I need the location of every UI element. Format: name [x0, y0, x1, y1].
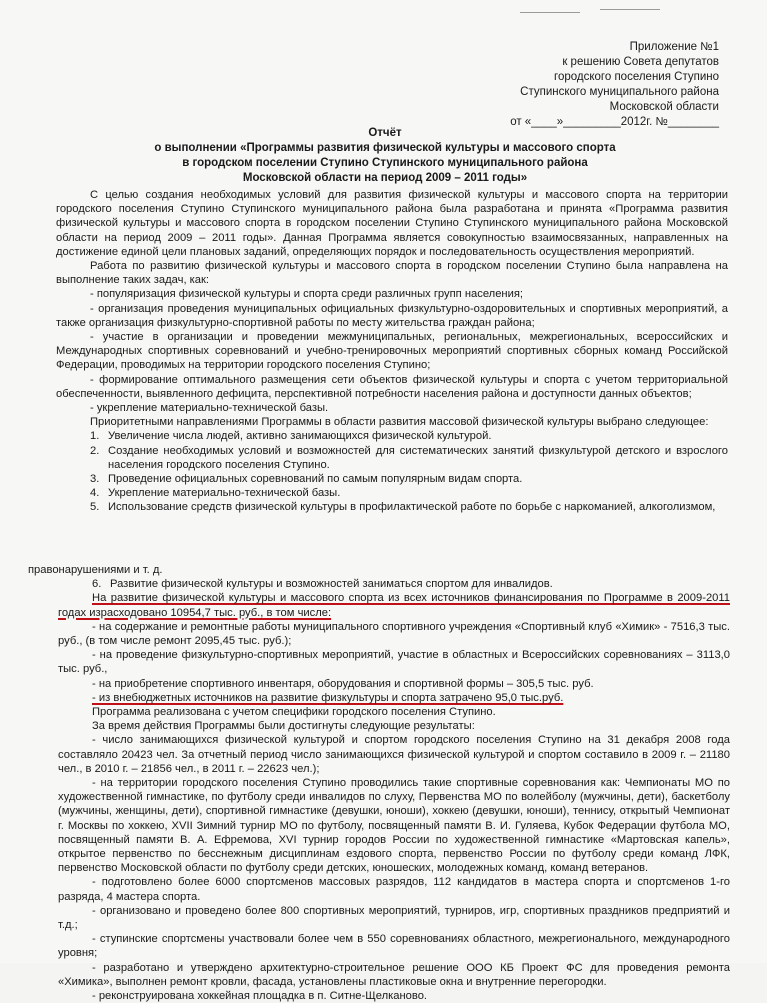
list-item [56, 444, 728, 472]
list-item: - на содержание и ремонтные работы муниципального спортивного учреждения «Спортивный клуб «Химик» - 7516,3 тыс. руб., (в том числе ремонт 2095,45 тыс. руб.); [58, 620, 730, 648]
funding-highlight: На развитие физической культуры и массового спорта из всех источников финансирования по Программе в 2009-2011 годах израсходовано 10954,7 тыс. руб., в том числе: [58, 592, 730, 619]
appendix-line: от «____»_________2012г. №________ [510, 116, 719, 128]
appendix-header [419, 40, 719, 130]
item-number: 3. [90, 473, 100, 486]
appendix-line: Ступинского муниципального района [520, 86, 719, 98]
list-item: - на проведение физкультурно-спортивных мероприятий, участие в областных и Всероссийских соревнованиях – 3113,0 тыс. руб., [58, 649, 730, 676]
priorities-intro: Приоритетными направлениями Программы в области развития массовой физической культуры выбрано следующее: [90, 416, 709, 429]
tasks-list [56, 287, 728, 415]
list-item: - укрепление материально-технической базы. [90, 402, 329, 415]
scan-artifact [520, 12, 580, 13]
title-line: Отчёт [368, 127, 402, 139]
title-line: о выполнении «Программы развития физической культуры и массового спорта [154, 142, 616, 154]
item-text: Создание необходимых условий и возможностей для систематических занятий физкультурой детского и взрослого населения городского поселения Ступино. [108, 444, 728, 471]
item-text: Проведение официальных соревнований по самым популярным видам спорта. [108, 473, 523, 486]
intro-paragraph: С целью создания необходимых условий для развития физической культуры и массового спорта на территории городского поселения Ступино Ступинского муниципального района была разработана и принята «Программа развития физической культуры и массового спорта в городском поселении Ступино Ступинского муниципального района Московской области на период 2009 – 2011 годы». Данная Программа является совокупностью взаимосвязанных, направленных на достижение единой цели плановых заданий, определяющих порядок и последовательность осуществления мероприятий. [56, 189, 728, 258]
item-number: 4. [90, 487, 100, 500]
funding-paragraph [58, 591, 730, 619]
title-line: Московской области на период 2009 – 2011 годы» [242, 172, 528, 184]
list-item [58, 577, 730, 591]
list-item: - на территории городского поселения Ступино проводились такие спортивные соревнования как: Чемпионаты МО по художественной гимнастике, по футболу среди инвалидов по слуху, Первенства МО по волейболу (мужчины, дети), баскетболу (мужчины, женщины, дети), спортивной гимнастике (девушки, юноши), хоккею (девушки, юноши), теннису, открытый Чемпионат г. Москвы по хоккею, XVII Зимний турнир МО по футболу, посвященный памяти В. И. Гуляева, Кубок Федерации футбола МО, посвященный памяти В. А. Ефремова, XVI турнир городов России по художественной гимнастике «Мартовская капель», открытое первенство по бесснежным дисциплинам ездового спорта, первенство России по футболу среди команд ЛФК, первенство Московской области по футболу среди детских, юношеских, молодежных команд, команд ветеранов. [58, 777, 730, 875]
list-item: - разработано и утверждено архитектурно-строительное решение ООО КБ Проект ФС для проведения ремонта «Химика», выполнен ремонт кровли, фасада, установлены пластиковые окна и внутренние перегородки. [58, 961, 730, 988]
tasks-intro: Работа по развитию физической культуры и массового спорта в городском поселении Ступино была направлена на выполнение таких задач, как: [56, 260, 728, 287]
list-item: - число занимающихся физической культурой и спортом городского поселения Ступино на 31 декабря 2008 года составляло 20423 чел. За отчетный период число занимающихся физической культурой и спортом составило в 2009 г. – 21180 чел., в 2010 г. – 21856 чел., в 2011 г. – 22623 чел.); [58, 734, 730, 775]
item-number: 6. [92, 578, 102, 591]
list-item: - ступинские спортсмены участвовали более чем в 550 соревнованиях областного, межрегионального, международного уровня; [58, 933, 730, 960]
item-text: Укрепление материально-технической базы. [108, 487, 341, 500]
list-item: - формирование оптимального размещения сети объектов физической культуры и спорта с учетом территориальной обеспеченности, выявленного дефицита, перспективной потребности населения района и доступности данных объектов; [56, 373, 728, 400]
extrabudget-highlight: - из внебюджетных источников на развитие физкультуры и спорта затрачено 95,0 тыс.руб. [92, 691, 564, 704]
report-body-part1 [56, 188, 728, 515]
appendix-line: Московской области [609, 101, 719, 113]
appendix-line: Приложение №1 [629, 41, 719, 53]
list-item: - на приобретение спортивного инвентаря, оборудования и спортивной формы – 305,5 тыс. руб. [92, 677, 594, 690]
list-item: - подготовлено более 6000 спортсменов массовых разрядов, 112 кандидатов в мастера спорта и спортсменов 1-го разряда, 4 мастера спорта. [58, 876, 730, 903]
list-item [56, 486, 728, 500]
results-intro: За время действия Программы были достигнуты следующие результаты: [92, 720, 475, 733]
list-item [56, 429, 728, 443]
list-item: - участие в организации и проведении межмуниципальных, региональных, межрегиональных, всероссийских и Международных спортивных соревнований и учебно-тренировочных мероприятий спортивных сборных команд Российской Федерации, проводимых на территории городского поселения Ступино; [56, 331, 728, 372]
item-text: Развитие физической культуры и возможностей заниматься спортом для инвалидов. [110, 578, 553, 591]
list-item: - популяризация физической культуры и спорта среди различных групп населения; [90, 288, 524, 301]
item-number: 5. [90, 501, 100, 514]
item-number: 1. [90, 430, 100, 443]
item-text: Увеличение числа людей, активно занимающихся физической культурой. [108, 430, 492, 443]
report-body-part2 [28, 563, 730, 1003]
list-item [58, 691, 730, 705]
list-item [56, 472, 728, 486]
list-item: - организовано и проведено более 800 спортивных мероприятий, турниров, игр, спортивных праздников предприятий и т.д.; [58, 904, 730, 932]
continuation-text: правонарушениями и т. д. [28, 564, 163, 576]
expenses-list [58, 620, 730, 705]
list-item: - организация проведения муниципальных официальных физкультурно-оздоровительных и спортивных мероприятий, а также организация физкультурно-спортивной работы по месту жительства граждан района; [56, 302, 728, 329]
item-text: Использование средств физической культуры в профилактической работе по борьбе с наркоманией, алкоголизмом, [108, 501, 716, 514]
list-item [56, 500, 728, 514]
title-line: в городском поселении Ступино Ступинского муниципального района [182, 157, 588, 169]
priorities-list [56, 429, 728, 514]
scan-artifact [600, 9, 660, 10]
appendix-line: городского поселения Ступино [554, 71, 719, 83]
specifics-paragraph: Программа реализована с учетом специфики городского поселения Ступино. [92, 706, 496, 719]
list-item: - реконструирована хоккейная площадка в п. Ситне-Щелканово. [92, 990, 428, 1003]
item-number: 2. [90, 444, 100, 457]
report-title [40, 126, 730, 186]
appendix-line: к решению Совета депутатов [562, 56, 719, 68]
